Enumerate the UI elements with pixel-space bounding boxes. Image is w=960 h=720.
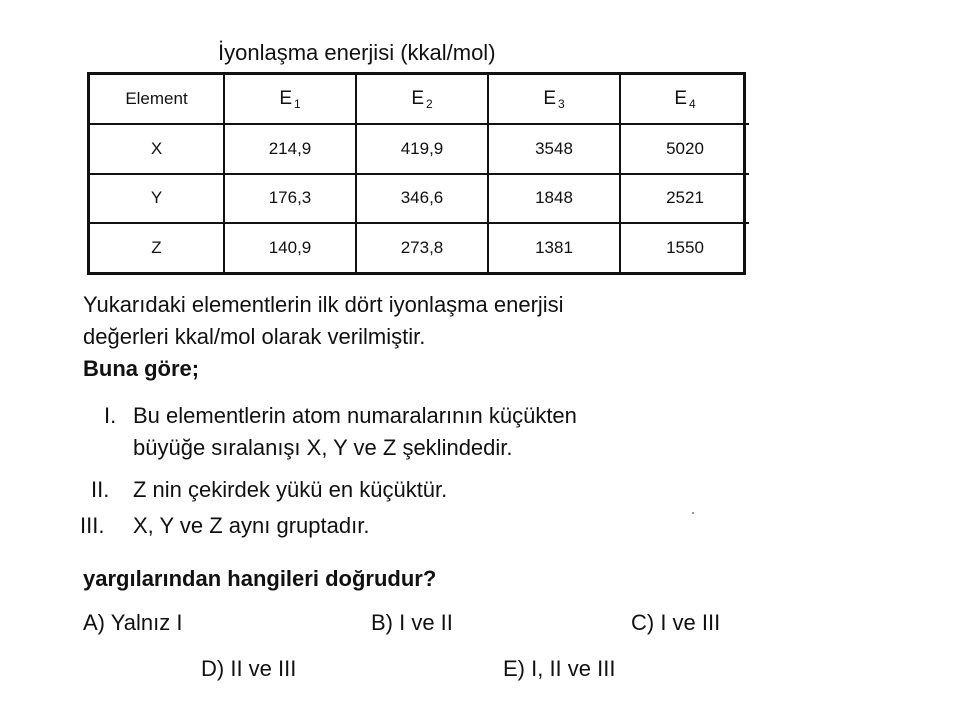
statement-3-number: III. — [80, 513, 105, 538]
row-element: Z — [90, 223, 224, 272]
cell-value: 346,6 — [356, 174, 488, 223]
cell-value: 140,9 — [224, 223, 356, 272]
statement-2-number: II. — [91, 477, 110, 502]
cell-value: 2521 — [620, 174, 749, 223]
table-header-row — [90, 75, 749, 124]
header-e2: E $_2$ — [356, 75, 488, 124]
table-row — [90, 174, 749, 223]
cell-value: 176,3 — [224, 174, 356, 223]
table-title: İyonlaşma enerjisi (kkal/mol) — [218, 40, 496, 65]
statement-1-number: I. — [104, 403, 117, 428]
table-row — [90, 223, 749, 272]
option-c[interactable]: C) I ve III — [631, 610, 721, 635]
option-e[interactable]: E) I, II ve III — [503, 656, 616, 681]
cell-value: 5020 — [620, 124, 749, 173]
cell-value: 1381 — [488, 223, 620, 272]
question-text: yargılarından hangileri doğrudur? — [83, 566, 437, 591]
intro-line-1: Yukarıdaki elementlerin ilk dört iyonlaşma enerjisi — [83, 292, 564, 317]
row-element: Y — [90, 174, 224, 223]
statement-2-text: Z nin çekirdek yükü en küçüktür. — [133, 477, 448, 502]
statement-1-line-2: büyüğe sıralanışı X, Y ve Z şeklindedir. — [133, 435, 513, 460]
cell-value: 1550 — [620, 223, 749, 272]
row-element: X — [90, 124, 224, 173]
option-b[interactable]: B) I ve II — [371, 610, 453, 635]
speck-mark — [692, 512, 694, 514]
cell-value: 3548 — [488, 124, 620, 173]
lead-text: Buna göre; — [83, 356, 200, 381]
intro-line-2: değerleri kkal/mol olarak verilmiştir. — [83, 324, 426, 349]
cell-value: 273,8 — [356, 223, 488, 272]
header-e4: E $_4$ — [620, 75, 749, 124]
ionization-table — [87, 72, 746, 275]
header-element: Element — [90, 75, 224, 124]
cell-value: 1848 — [488, 174, 620, 223]
option-a[interactable]: A) Yalnız I — [83, 610, 183, 635]
option-d[interactable]: D) II ve III — [201, 656, 297, 681]
header-e1: E $_1$ — [224, 75, 356, 124]
statement-3-text: X, Y ve Z aynı gruptadır. — [133, 513, 370, 538]
table-row — [90, 124, 749, 173]
statement-1-line-1: Bu elementlerin atom numaralarının küçükten — [133, 403, 577, 428]
cell-value: 419,9 — [356, 124, 488, 173]
header-e3: E $_3$ — [488, 75, 620, 124]
cell-value: 214,9 — [224, 124, 356, 173]
